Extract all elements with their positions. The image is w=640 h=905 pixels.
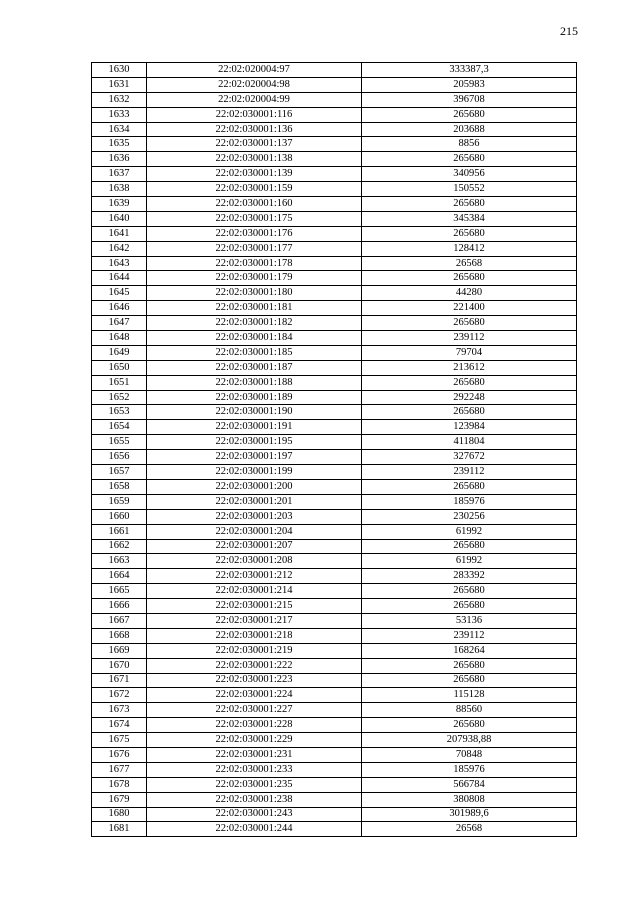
value-cell: 185976 <box>362 494 577 509</box>
table-row <box>92 643 577 658</box>
row-number-cell: 1676 <box>92 747 147 762</box>
row-number-cell: 1672 <box>92 688 147 703</box>
table-row <box>92 599 577 614</box>
row-number-cell: 1658 <box>92 479 147 494</box>
value-cell: 207938,88 <box>362 733 577 748</box>
table-body <box>92 63 577 837</box>
table-row <box>92 301 577 316</box>
row-number-cell: 1664 <box>92 569 147 584</box>
row-number-cell: 1666 <box>92 599 147 614</box>
row-number-cell: 1635 <box>92 137 147 152</box>
cadastral-number-cell: 22:02:030001:139 <box>147 167 362 182</box>
cadastral-number-cell: 22:02:030001:185 <box>147 345 362 360</box>
table-row <box>92 688 577 703</box>
value-cell: 396708 <box>362 92 577 107</box>
cadastral-number-cell: 22:02:020004:99 <box>147 92 362 107</box>
table-row <box>92 256 577 271</box>
cadastral-number-cell: 22:02:030001:227 <box>147 703 362 718</box>
value-cell: 566784 <box>362 777 577 792</box>
value-cell: 61992 <box>362 554 577 569</box>
table-row <box>92 420 577 435</box>
row-number-cell: 1681 <box>92 822 147 837</box>
cadastral-number-cell: 22:02:030001:136 <box>147 122 362 137</box>
cadastral-number-cell: 22:02:030001:228 <box>147 718 362 733</box>
table-row <box>92 658 577 673</box>
cadastral-number-cell: 22:02:030001:190 <box>147 405 362 420</box>
value-cell: 88560 <box>362 703 577 718</box>
value-cell: 61992 <box>362 524 577 539</box>
cadastral-number-cell: 22:02:030001:223 <box>147 673 362 688</box>
cadastral-number-cell: 22:02:030001:201 <box>147 494 362 509</box>
row-number-cell: 1637 <box>92 167 147 182</box>
value-cell: 185976 <box>362 762 577 777</box>
table-row <box>92 777 577 792</box>
row-number-cell: 1647 <box>92 316 147 331</box>
row-number-cell: 1630 <box>92 63 147 78</box>
cadastral-number-cell: 22:02:030001:224 <box>147 688 362 703</box>
row-number-cell: 1680 <box>92 807 147 822</box>
cadastral-number-cell: 22:02:030001:222 <box>147 658 362 673</box>
cadastral-number-cell: 22:02:030001:244 <box>147 822 362 837</box>
row-number-cell: 1650 <box>92 360 147 375</box>
value-cell: 265680 <box>362 539 577 554</box>
page-number: 215 <box>560 24 578 38</box>
value-cell: 265680 <box>362 658 577 673</box>
cadastral-number-cell: 22:02:030001:197 <box>147 450 362 465</box>
row-number-cell: 1651 <box>92 375 147 390</box>
value-cell: 239112 <box>362 331 577 346</box>
value-cell: 26568 <box>362 822 577 837</box>
value-cell: 239112 <box>362 628 577 643</box>
row-number-cell: 1652 <box>92 390 147 405</box>
cadastral-number-cell: 22:02:030001:188 <box>147 375 362 390</box>
value-cell: 230256 <box>362 509 577 524</box>
value-cell: 79704 <box>362 345 577 360</box>
value-cell: 301989,6 <box>362 807 577 822</box>
value-cell: 345384 <box>362 211 577 226</box>
value-cell: 53136 <box>362 613 577 628</box>
value-cell: 221400 <box>362 301 577 316</box>
value-cell: 265680 <box>362 673 577 688</box>
table-row <box>92 822 577 837</box>
table-row <box>92 316 577 331</box>
value-cell: 26568 <box>362 256 577 271</box>
table-row <box>92 77 577 92</box>
row-number-cell: 1662 <box>92 539 147 554</box>
table-row <box>92 107 577 122</box>
table-row <box>92 286 577 301</box>
table-row <box>92 465 577 480</box>
cadastral-number-cell: 22:02:030001:215 <box>147 599 362 614</box>
value-cell: 168264 <box>362 643 577 658</box>
table-row <box>92 450 577 465</box>
value-cell: 340956 <box>362 167 577 182</box>
value-cell: 265680 <box>362 599 577 614</box>
table-row <box>92 733 577 748</box>
row-number-cell: 1659 <box>92 494 147 509</box>
value-cell: 265680 <box>362 197 577 212</box>
cadastral-number-cell: 22:02:030001:195 <box>147 435 362 450</box>
value-cell: 327672 <box>362 450 577 465</box>
cadastral-number-cell: 22:02:030001:187 <box>147 360 362 375</box>
cadastral-number-cell: 22:02:030001:204 <box>147 524 362 539</box>
table-row <box>92 226 577 241</box>
cadastral-number-cell: 22:02:030001:182 <box>147 316 362 331</box>
row-number-cell: 1670 <box>92 658 147 673</box>
row-number-cell: 1657 <box>92 465 147 480</box>
row-number-cell: 1665 <box>92 584 147 599</box>
table-row <box>92 360 577 375</box>
row-number-cell: 1675 <box>92 733 147 748</box>
row-number-cell: 1671 <box>92 673 147 688</box>
table-row <box>92 63 577 78</box>
cadastral-number-cell: 22:02:030001:203 <box>147 509 362 524</box>
table-row <box>92 628 577 643</box>
table-row <box>92 762 577 777</box>
value-cell: 70848 <box>362 747 577 762</box>
table-row <box>92 167 577 182</box>
cadastral-number-cell: 22:02:030001:235 <box>147 777 362 792</box>
table-row <box>92 673 577 688</box>
row-number-cell: 1669 <box>92 643 147 658</box>
table-row <box>92 92 577 107</box>
cadastral-number-cell: 22:02:030001:199 <box>147 465 362 480</box>
value-cell: 205983 <box>362 77 577 92</box>
cadastral-number-cell: 22:02:030001:231 <box>147 747 362 762</box>
table-row <box>92 435 577 450</box>
value-cell: 239112 <box>362 465 577 480</box>
value-cell: 411804 <box>362 435 577 450</box>
cadastral-number-cell: 22:02:030001:116 <box>147 107 362 122</box>
value-cell: 265680 <box>362 152 577 167</box>
row-number-cell: 1649 <box>92 345 147 360</box>
row-number-cell: 1653 <box>92 405 147 420</box>
table-row <box>92 241 577 256</box>
cadastral-number-cell: 22:02:030001:243 <box>147 807 362 822</box>
cadastral-number-cell: 22:02:030001:207 <box>147 539 362 554</box>
table-row <box>92 152 577 167</box>
table-row <box>92 345 577 360</box>
table-row <box>92 569 577 584</box>
table-row <box>92 375 577 390</box>
row-number-cell: 1641 <box>92 226 147 241</box>
row-number-cell: 1632 <box>92 92 147 107</box>
table-row <box>92 792 577 807</box>
table-row <box>92 390 577 405</box>
cadastral-number-cell: 22:02:030001:238 <box>147 792 362 807</box>
row-number-cell: 1639 <box>92 197 147 212</box>
cadastral-number-cell: 22:02:030001:229 <box>147 733 362 748</box>
row-number-cell: 1640 <box>92 211 147 226</box>
value-cell: 44280 <box>362 286 577 301</box>
cadastral-number-cell: 22:02:030001:160 <box>147 197 362 212</box>
row-number-cell: 1646 <box>92 301 147 316</box>
cadastral-number-cell: 22:02:030001:159 <box>147 182 362 197</box>
row-number-cell: 1631 <box>92 77 147 92</box>
table-row <box>92 271 577 286</box>
row-number-cell: 1644 <box>92 271 147 286</box>
cadastral-number-cell: 22:02:030001:175 <box>147 211 362 226</box>
cadastral-number-cell: 22:02:030001:233 <box>147 762 362 777</box>
table-row <box>92 331 577 346</box>
cadastral-number-cell: 22:02:020004:98 <box>147 77 362 92</box>
table-row <box>92 718 577 733</box>
table-row <box>92 747 577 762</box>
cadastral-number-cell: 22:02:030001:138 <box>147 152 362 167</box>
table-row <box>92 182 577 197</box>
cadastral-number-cell: 22:02:030001:180 <box>147 286 362 301</box>
row-number-cell: 1667 <box>92 613 147 628</box>
cadastral-number-cell: 22:02:030001:176 <box>147 226 362 241</box>
row-number-cell: 1660 <box>92 509 147 524</box>
row-number-cell: 1643 <box>92 256 147 271</box>
cadastral-value-table <box>91 62 577 837</box>
value-cell: 265680 <box>362 226 577 241</box>
cadastral-number-cell: 22:02:030001:219 <box>147 643 362 658</box>
row-number-cell: 1654 <box>92 420 147 435</box>
value-cell: 213612 <box>362 360 577 375</box>
cadastral-number-cell: 22:02:030001:214 <box>147 584 362 599</box>
table-row <box>92 524 577 539</box>
cadastral-number-cell: 22:02:030001:137 <box>147 137 362 152</box>
value-cell: 265680 <box>362 405 577 420</box>
cadastral-number-cell: 22:02:030001:218 <box>147 628 362 643</box>
row-number-cell: 1638 <box>92 182 147 197</box>
table-row <box>92 807 577 822</box>
row-number-cell: 1656 <box>92 450 147 465</box>
cadastral-number-cell: 22:02:030001:208 <box>147 554 362 569</box>
row-number-cell: 1661 <box>92 524 147 539</box>
table-row <box>92 613 577 628</box>
cadastral-number-cell: 22:02:030001:200 <box>147 479 362 494</box>
value-cell: 115128 <box>362 688 577 703</box>
value-cell: 380808 <box>362 792 577 807</box>
table-row <box>92 539 577 554</box>
table-row <box>92 197 577 212</box>
cadastral-number-cell: 22:02:030001:217 <box>147 613 362 628</box>
row-number-cell: 1679 <box>92 792 147 807</box>
cadastral-number-cell: 22:02:030001:184 <box>147 331 362 346</box>
row-number-cell: 1678 <box>92 777 147 792</box>
row-number-cell: 1636 <box>92 152 147 167</box>
value-cell: 123984 <box>362 420 577 435</box>
table-row <box>92 211 577 226</box>
cadastral-number-cell: 22:02:030001:212 <box>147 569 362 584</box>
value-cell: 292248 <box>362 390 577 405</box>
cadastral-number-cell: 22:02:020004:97 <box>147 63 362 78</box>
row-number-cell: 1655 <box>92 435 147 450</box>
value-cell: 128412 <box>362 241 577 256</box>
cadastral-number-cell: 22:02:030001:178 <box>147 256 362 271</box>
table-row <box>92 584 577 599</box>
row-number-cell: 1668 <box>92 628 147 643</box>
value-cell: 333387,3 <box>362 63 577 78</box>
cadastral-number-cell: 22:02:030001:191 <box>147 420 362 435</box>
row-number-cell: 1673 <box>92 703 147 718</box>
value-cell: 265680 <box>362 584 577 599</box>
table-row <box>92 122 577 137</box>
row-number-cell: 1648 <box>92 331 147 346</box>
value-cell: 265680 <box>362 316 577 331</box>
table-row <box>92 494 577 509</box>
row-number-cell: 1677 <box>92 762 147 777</box>
table-row <box>92 405 577 420</box>
value-cell: 203688 <box>362 122 577 137</box>
cadastral-number-cell: 22:02:030001:177 <box>147 241 362 256</box>
value-cell: 150552 <box>362 182 577 197</box>
value-cell: 265680 <box>362 718 577 733</box>
row-number-cell: 1645 <box>92 286 147 301</box>
value-cell: 283392 <box>362 569 577 584</box>
table-row <box>92 703 577 718</box>
value-cell: 265680 <box>362 271 577 286</box>
table-row <box>92 554 577 569</box>
row-number-cell: 1674 <box>92 718 147 733</box>
row-number-cell: 1642 <box>92 241 147 256</box>
row-number-cell: 1663 <box>92 554 147 569</box>
cadastral-number-cell: 22:02:030001:179 <box>147 271 362 286</box>
value-cell: 265680 <box>362 375 577 390</box>
table-row <box>92 137 577 152</box>
table-row <box>92 509 577 524</box>
row-number-cell: 1633 <box>92 107 147 122</box>
value-cell: 265680 <box>362 479 577 494</box>
value-cell: 265680 <box>362 107 577 122</box>
row-number-cell: 1634 <box>92 122 147 137</box>
table-row <box>92 479 577 494</box>
value-cell: 8856 <box>362 137 577 152</box>
cadastral-number-cell: 22:02:030001:189 <box>147 390 362 405</box>
cadastral-number-cell: 22:02:030001:181 <box>147 301 362 316</box>
